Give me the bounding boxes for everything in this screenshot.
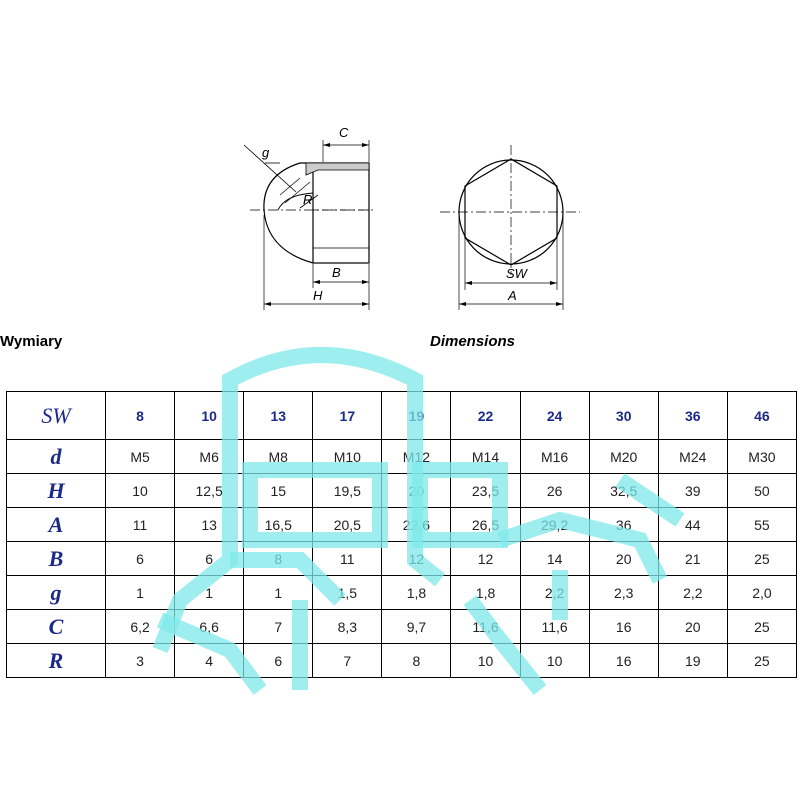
table-row	[7, 474, 797, 508]
table-cell: 12	[382, 542, 451, 576]
technical-drawing	[0, 0, 800, 320]
table-row	[7, 644, 797, 678]
table-cell: 7	[313, 644, 382, 678]
label-g: g	[262, 145, 270, 160]
table-cell: 4	[175, 644, 244, 678]
table-cell: 16,5	[244, 508, 313, 542]
dimensions-table	[6, 391, 797, 678]
table-cell: 14	[520, 542, 589, 576]
table-cell: M24	[658, 440, 727, 474]
heading-wymiary: Wymiary	[0, 333, 63, 350]
table-cell: 46	[727, 392, 796, 440]
table-cell: 26	[520, 474, 589, 508]
table-cell: M5	[106, 440, 175, 474]
table-cell: M8	[244, 440, 313, 474]
table-cell: 2,2	[658, 576, 727, 610]
row-header-a: A	[7, 508, 106, 542]
table-cell: 1,8	[382, 576, 451, 610]
label-H: H	[313, 288, 323, 303]
table-cell: 30	[589, 392, 658, 440]
table-cell: 1,8	[451, 576, 520, 610]
table-cell: 10	[451, 644, 520, 678]
table-cell: 26,5	[451, 508, 520, 542]
table-row	[7, 610, 797, 644]
table-cell: 8	[106, 392, 175, 440]
table-cell: 32,5	[589, 474, 658, 508]
table-cell: M20	[589, 440, 658, 474]
table-cell: 6	[244, 644, 313, 678]
table-cell: 8	[382, 644, 451, 678]
table-cell: 2,0	[727, 576, 796, 610]
table-row	[7, 576, 797, 610]
label-A: A	[508, 288, 517, 303]
table-cell: 9,7	[382, 610, 451, 644]
table-cell: 16	[589, 644, 658, 678]
heading-dimensions: Dimensions	[430, 333, 516, 350]
table-cell: 10	[175, 392, 244, 440]
nut-side-dome	[264, 163, 313, 263]
table-cell: 19	[382, 392, 451, 440]
table-cell: 24	[520, 392, 589, 440]
table-cell: 19	[658, 644, 727, 678]
table-cell: 29,2	[520, 508, 589, 542]
table-cell: M10	[313, 440, 382, 474]
table-cell: 11,6	[520, 610, 589, 644]
table-cell: 16	[589, 610, 658, 644]
table-cell: 17	[313, 392, 382, 440]
table-cell: 12,5	[175, 474, 244, 508]
table-cell: 25	[727, 644, 796, 678]
table-cell: 20,5	[313, 508, 382, 542]
row-header-h: H	[7, 474, 106, 508]
table-cell: 8,3	[313, 610, 382, 644]
cap-section-hatch	[306, 163, 369, 175]
row-header-b: B	[7, 542, 106, 576]
table-cell: 19,5	[313, 474, 382, 508]
table-cell: 1	[175, 576, 244, 610]
table-cell: 13	[244, 392, 313, 440]
table-cell: 13	[175, 508, 244, 542]
table-cell: 10	[106, 474, 175, 508]
table-cell: M12	[382, 440, 451, 474]
table-row	[7, 508, 797, 542]
label-R: R	[303, 192, 313, 207]
table-cell: 25	[727, 542, 796, 576]
table-cell: 50	[727, 474, 796, 508]
table-row	[7, 542, 797, 576]
table-cell: 6,2	[106, 610, 175, 644]
table-cell: 6	[106, 542, 175, 576]
table-cell: 23,5	[451, 474, 520, 508]
table-cell: 10	[520, 644, 589, 678]
table-cell: 8	[244, 542, 313, 576]
table-cell: 2,3	[589, 576, 658, 610]
table-cell: 20	[589, 542, 658, 576]
row-header-c: C	[7, 610, 106, 644]
table-cell: 25	[727, 610, 796, 644]
table-cell: 7	[244, 610, 313, 644]
table-cell: 11	[106, 508, 175, 542]
table-cell: 6	[175, 542, 244, 576]
table-cell: 36	[658, 392, 727, 440]
table-cell: 44	[658, 508, 727, 542]
row-header-sw: SW	[7, 392, 106, 440]
table-cell: 11	[313, 542, 382, 576]
table-cell: 22	[451, 392, 520, 440]
table-cell: 6,6	[175, 610, 244, 644]
label-SW: SW	[506, 266, 527, 281]
label-B: B	[332, 265, 341, 280]
table-cell: 1,5	[313, 576, 382, 610]
table-cell: 20	[382, 474, 451, 508]
table-cell: 1	[106, 576, 175, 610]
label-C: C	[339, 125, 349, 140]
table-cell: 12	[451, 542, 520, 576]
table-row	[7, 392, 797, 440]
table-cell: 11,6	[451, 610, 520, 644]
table-cell: 36	[589, 508, 658, 542]
row-header-d: d	[7, 440, 106, 474]
table-cell: M14	[451, 440, 520, 474]
table-cell: 2,2	[520, 576, 589, 610]
table-cell: 21	[658, 542, 727, 576]
table-cell: 15	[244, 474, 313, 508]
table-cell: M30	[727, 440, 796, 474]
table-row	[7, 440, 797, 474]
table-cell: 22,6	[382, 508, 451, 542]
table-cell: 1	[244, 576, 313, 610]
table-cell: M16	[520, 440, 589, 474]
row-header-r: R	[7, 644, 106, 678]
table-cell: M6	[175, 440, 244, 474]
table-cell: 20	[658, 610, 727, 644]
table-cell: 55	[727, 508, 796, 542]
table-cell: 3	[106, 644, 175, 678]
table-cell: 39	[658, 474, 727, 508]
row-header-g: g	[7, 576, 106, 610]
